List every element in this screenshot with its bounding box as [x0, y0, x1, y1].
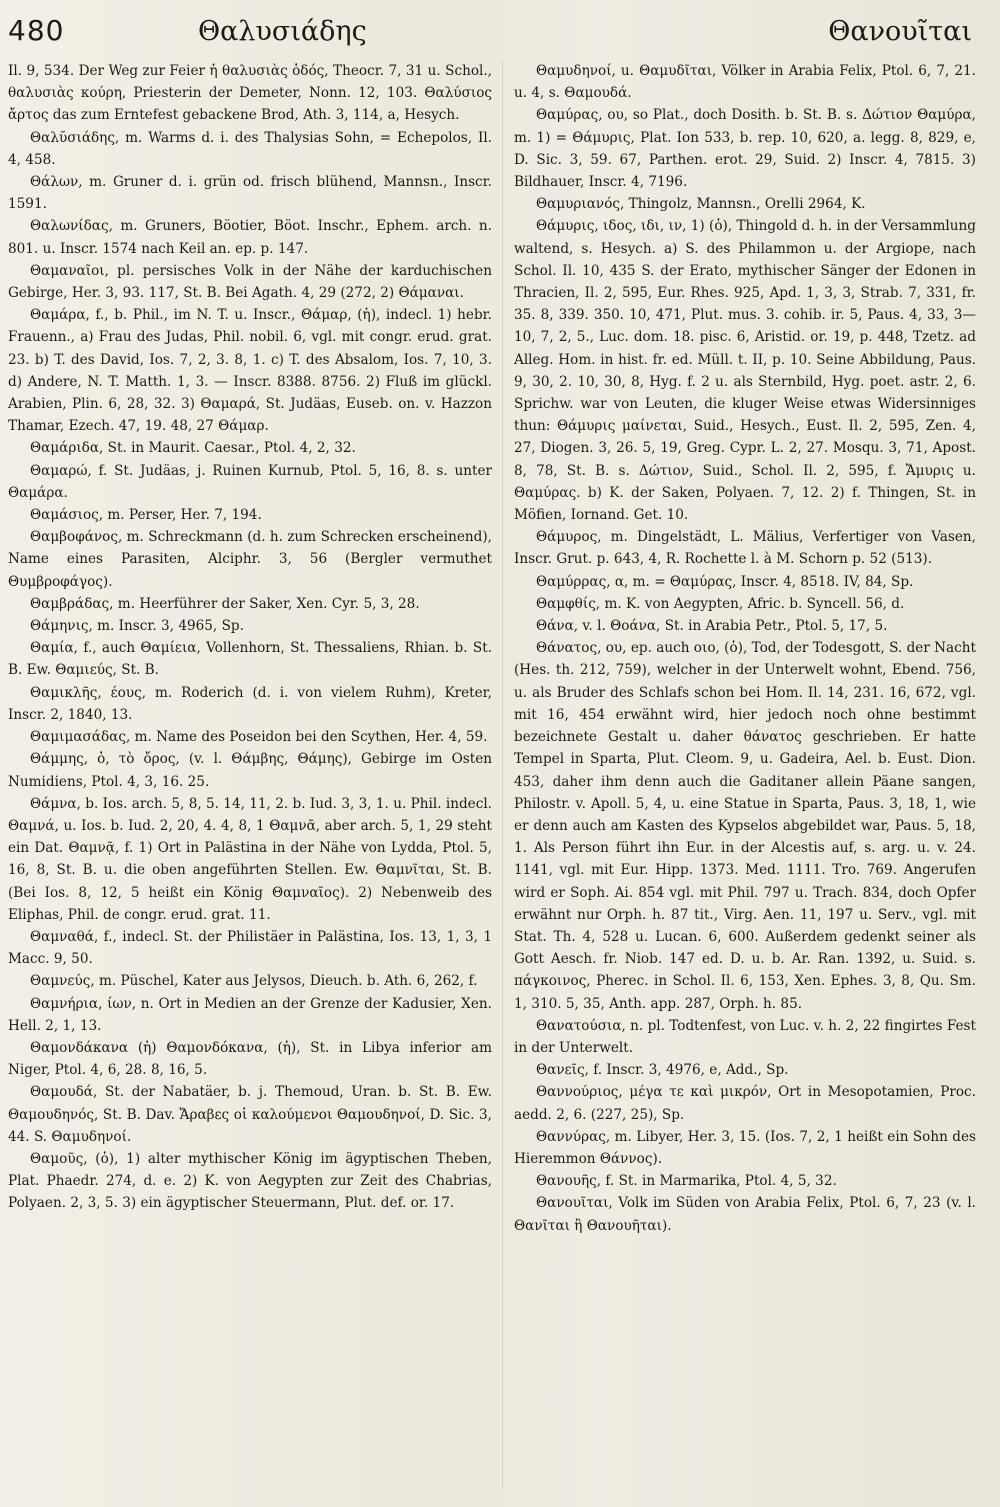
- entry: Il. 9, 534. Der Weg zur Feier ἡ θαλυσιὰς ὁδός, Theocr. 7, 31 u. Schol., θαλυσιὰς κούρη, Priesterin der Demeter, Nonn. 12, 103. Θαλύσιος ἄρτος das zum Erntefest gebackene Brod, Ath. 3, 114, a, Hesych.: [8, 63, 492, 124]
- entry: Θανεῖς, f. Inscr. 3, 4976, e, Add., Sp.: [536, 1062, 789, 1079]
- entry: Θαμνήρια, ίων, n. Ort in Medien an der Grenze der Kadusier, Xen. Hell. 2, 1, 13.: [8, 995, 492, 1034]
- entry: Θάνατος, ου, ep. auch οιο, (ὁ), Tod, der Todesgott, S. der Nacht (Hes. th. 212, 759), welcher in der Unterwelt wohnt, Ebend. 756, u. als Bruder des Schlafs schon bei Hom. Il. 14, 231. 16, 672, vgl. mit 16, 454 erwähnt wird, hier jedoch noch ohne bestimmt bezeichnete Gestalt u. daher θάνατος geschrieben. Er hatte Tempel in Sparta, Plut. Cleom. 9, u. Gadeira, Ael. b. Eust. Dion. 453, daher ihm denn auch die Gaditaner allein Päane sangen, Philostr. v. Apoll. 5, 4, u. eine Statue in Sparta, Paus. 3, 18, 1, wie er denn auch am Kasten des Kypselos abgebildet war, Paus. 5, 18, 1. Als Person führt ihn Eur. in der Alcestis auf, s. arg. u. v. 24. 1141, vgl. mit Eur. Hipp. 1373. Med. 1111. Tro. 769. Angerufen wird er Soph. Ai. 854 vgl. mit Phil. 797 u. Trach. 834, doch Opfer erwähnt nur Orph. h. 87 tit., Virg. Aen. 11, 197 u. Serv., vgl. mit Stat. Th. 4, 528 u. Lucan. 6, 600. Außerdem gedenkt seiner als Gott Aesch. fr. Niob. 147 ed. D. u. b. Ar. Ran. 1392, u. Suid. s. πάγκοινος, Pherec. in Schol. Il. 6, 153, Xen. Ephes. 3, 8, Qu. Sm. 1, 310. 5, 35, Anth. app. 287, Orph. h. 85.: [514, 640, 976, 1012]
- entry: Θαμναθά, f., indecl. St. der Philistäer in Palästina, Ios. 13, 1, 3, 1 Macc. 9, 50.: [8, 928, 492, 968]
- running-head-left: Θαλυσιάδης: [198, 16, 367, 47]
- entry: Θαμβράδας, m. Heerführer der Saker, Xen. Cyr. 5, 3, 28.: [30, 595, 420, 612]
- entry: Θάμυρις, ιδος, ιδι, ιν, 1) (ὁ), Thingold d. h. in der Versammlung waltend, s. Hesych. a) S. des Philammon u. der Argiope, nach Schol. Il. 10, 435 S. der Erato, mythischer Sänger der Edonen in Thracien, Il. 2, 595, Eur. Rhes. 925, Apd. 1, 3, 3, Strab. 7, 331, fr. 35. 8, 339. 350. 10, 471, Plut. mus. 3. cohib. ir. 5, Paus. 4, 33, 3—10, 7, 2, 5., Luc. dom. 18. pisc. 6, Aristid. or. 19, p. 448, Tzetz. ad Alleg. Hom. in hist. fr. ed. Müll. t. II, p. 10. Seine Abbildung, Paus. 9, 30, 2. 10, 30, 8, Hyg. f. 2 u. als Sternbild, Hyg. poet. astr. 2, 6. Sprichw. war von Leuten, die kluger Weise etwas Widersinniges thun: Θάμυρις μαίνεται, Suid., Hesych., Eust. Il. 2, 595, Zen. 4, 27, Diogen. 3, 26. 5, 19, Greg. Cypr. L. 2, 27. Mosqu. 3, 71, Apost. 8, 78, St. B. s. Δώτιον, Suid., Schol. Il. 2, 595, f. Ἄμυρις u. Θαμύρας. b) K. der Saken, Polyaen. 7, 12. 2) f. Thingen, St. in Möfien, Iornand. Get. 10.: [514, 218, 976, 524]
- entry: Θαμύρρας, α, m. = Θαμύρας, Inscr. 4, 8518. IV, 84, Sp.: [536, 573, 914, 590]
- entry: Θάμυρος, m. Dingelstädt, L. Mälius, Verfertiger von Vasen, Inscr. Grut. p. 643, 4, R. Rochette l. à M. Schorn p. 52 (513).: [514, 529, 976, 568]
- entry: Θανατούσια, n. pl. Todtenfest, von Luc. v. h. 2, 22 fingirtes Fest in der Unterwelt.: [514, 1017, 976, 1056]
- entry: Θαμύρας, ου, so Plat., doch Dosith. b. St. B. s. Δώτιον Θαμύρα, m. 1) = Θάμυρις, Plat. Ion 533, b. rep. 10, 620, a. legg. 8, 829, e, D. Sic. 3, 59. 67, Parthen. erot. 29, Suid. 2) Inscr. 4, 7815. 3) Bildhauer, Inscr. 4, 7196.: [514, 107, 976, 191]
- entry: Θανουῖται, Volk im Süden von Arabia Felix, Ptol. 6, 7, 23 (v. l. Θανῖται ἢ Θανουῆται).: [514, 1195, 976, 1234]
- entry: Θαμάρα, f., b. Phil., im N. T. u. Inscr., Θάμαρ, (ἡ), indecl. 1) hebr. Frauenn., a) Frau des Judas, Phil. nobil. 6, vgl. mit congr. erud. grat. 23. b) T. des David, Ios. 7, 2, 3. 8, 1. c) T. des Absalom, Ios. 7, 10, 3. d) Andere, N. T. Matth. 1, 3. — Inscr. 8388. 8756. 2) Fluß im glückl. Arabien, Plin. 6, 28, 32. 3) Θαμαρά, St. Judäas, Euseb. on. v. Hazzon Thamar, Ezech. 47, 19. 48, 27 Θάμαρ.: [8, 307, 492, 435]
- entry: Θαλῠσιάδης, m. Warms d. i. des Thalysias Sohn, = Echepolos, Il. 4, 458.: [8, 129, 492, 168]
- entry: Θανουῆς, f. St. in Marmarika, Ptol. 4, 5, 32.: [536, 1173, 837, 1190]
- entry: Θαννούριος, μέγα τε καὶ μικρόν, Ort in Mesopotamien, Proc. aedd. 2, 6. (227, 25), Sp.: [514, 1084, 976, 1123]
- entry: Θάμμης, ὁ, τὸ ὄρος, (v. l. Θάμβης, Θάμης), Gebirge im Osten Numidiens, Ptol. 4, 3, 16. 25.: [8, 751, 492, 790]
- entry: Θαμικλῆς, έους, m. Roderich (d. i. von vielem Ruhm), Kreter, Inscr. 2, 1840, 13.: [8, 684, 492, 723]
- entry: Θάλων, m. Gruner d. i. grün od. frisch blühend, Mannsn., Inscr. 1591.: [8, 174, 492, 213]
- entry: Θαμιμασάδας, m. Name des Poseidon bei den Scythen, Her. 4, 59.: [30, 729, 488, 746]
- entry: Θαμυδηνοί, u. Θαμυδῖται, Völker in Arabia Felix, Ptol. 6, 7, 21. u. 4, s. Θαμουδά.: [514, 63, 976, 102]
- entry: Θαμαρώ, f. St. Judäas, j. Ruinen Kurnub, Ptol. 5, 16, 8. s. unter Θαμάρα.: [8, 462, 492, 501]
- entry: Θάμνα, b. Ios. arch. 5, 8, 5. 14, 11, 2. b. Iud. 3, 3, 1. u. Phil. indecl. Θαμνά, u. Ios. b. Iud. 2, 20, 4. 4, 8, 1 Θαμνᾶ, aber arch. 5, 1, 29 steht ein Dat. Θαμνᾷ, f. 1) Ort in Palästina in der Nähe von Lydda, Ptol. 5, 16, 8, St. B. u. die oben angeführten Stellen. Ew. Θαμνῖται, St. B. (Bei Ios. 8, 12, 5 heißt ein König Θαμναῖος). 2) Nebenweib des Eliphas, Phil. de congr. erud. grat. 11.: [8, 795, 492, 923]
- page-number: 480: [8, 14, 65, 47]
- entry: Θαμονδάκανα (ἡ) Θαμονδόκανα, (ἡ), St. in Libya inferior am Niger, Ptol. 4, 6, 28. 8, 16, 5.: [8, 1039, 492, 1079]
- entry: Θαμουδά, St. der Nabatäer, b. j. Themoud, Uran. b. St. B. Ew. Θαμουδηνός, St. B. Dav. Ἄραβες οἱ καλούμενοι Θαμουδηνοί, D. Sic. 3, 44. S. Θαμυδηνοί.: [8, 1084, 492, 1145]
- entry: Θαμφθίς, m. K. von Aegypten, Afric. b. Syncell. 56, d.: [536, 595, 905, 612]
- entry: Θαμβοφάνος, m. Schreckmann (d. h. zum Schrecken erscheinend), Name eines Parasiten, Alciphr. 3, 56 (Bergler vermuthet Θυμβροφάγος).: [8, 529, 492, 590]
- entry: Θαμνεύς, m. Püschel, Kater aus Jelysos, Dieuch. b. Ath. 6, 262, f.: [30, 973, 478, 990]
- page-header: [8, 14, 972, 54]
- entry: Θάμηνις, m. Inscr. 3, 4965, Sp.: [30, 618, 244, 635]
- entry: Θαμαναῖοι, pl. persisches Volk in der Nähe der karduchischen Gebirge, Her. 3, 93. 117, St. B. Bei Agath. 4, 29 (272, 2) Θάμαναι.: [8, 262, 492, 302]
- running-head-right: Θανουῖται: [828, 16, 972, 47]
- entry: Θαμυριανός, Thingolz, Mannsn., Orelli 2964, K.: [536, 196, 866, 213]
- left-column: [8, 60, 492, 1489]
- entry: Θαννύρας, m. Libyer, Her. 3, 15. (Ios. 7, 2, 1 heißt ein Sohn des Hieremmon Θάννος).: [514, 1128, 976, 1167]
- entry: Θαμοῦς, (ὁ), 1) alter mythischer König im ägyptischen Theben, Plat. Phaedr. 274, d. e. 2) K. von Aegypten zur Zeit des Chabrias, Polyaen. 2, 3, 5. 3) ein ägyptischer Steuermann, Plut. def. or. 17.: [8, 1150, 492, 1212]
- entry: Θαμάριδα, St. in Maurit. Caesar., Ptol. 4, 2, 32.: [30, 440, 356, 457]
- entry: Θαμία, f., auch Θαμίεια, Vollenhorn, St. Thessaliens, Rhian. b. St. B. Ew. Θαμιεύς, St. B.: [8, 640, 492, 679]
- entry: Θαμάσιος, m. Perser, Her. 7, 194.: [30, 507, 262, 524]
- entry: Θαλωνίδας, m. Gruners, Böotier, Böot. Inschr., Ephem. arch. n. 801. u. Inscr. 1574 nach Keil an. ep. p. 147.: [8, 218, 492, 257]
- right-column: [514, 60, 976, 1489]
- column-divider: [502, 60, 503, 1489]
- entry: Θάνα, v. l. Θοάνα, St. in Arabia Petr., Ptol. 5, 17, 5.: [536, 618, 888, 635]
